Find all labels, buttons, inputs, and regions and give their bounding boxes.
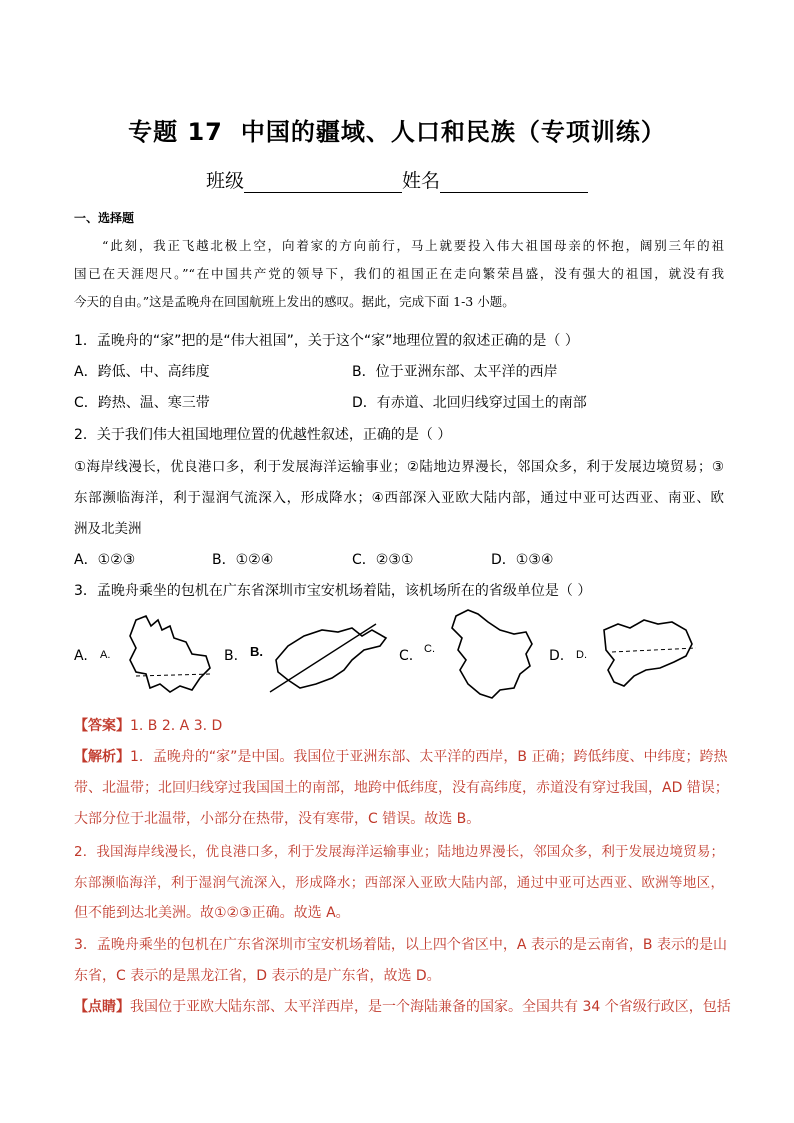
- answer-line: [74, 715, 222, 735]
- q2-option-d[interactable]: D．①③④: [491, 552, 554, 568]
- q2-option-b[interactable]: B．①②④: [212, 552, 274, 568]
- q2-option-a[interactable]: A．①②③: [74, 552, 136, 568]
- analysis-label: 【解析】: [74, 749, 130, 765]
- analysis-line: 但不能到达北美洲。故①②③正确。故选 A。: [74, 905, 350, 921]
- page-title: [0, 112, 794, 147]
- q2-option-c[interactable]: C．②③①: [352, 552, 414, 568]
- name-blank[interactable]: [440, 172, 588, 193]
- q2-statement-line: 东部濒临海洋，利于湿润气流深入，形成降水；④西部深入亚欧大陆内部，通过中亚可达西亚、南亚、欧: [74, 490, 724, 506]
- q3-option-b[interactable]: B.: [224, 648, 239, 664]
- passage-line: “此刻，我正飞越北极上空，向着家的方向前行，马上就要投入伟大祖国母亲的怀抱，阔别三年的祖: [102, 238, 724, 253]
- answer-label: 【答案】: [74, 718, 130, 734]
- answer-text: 1. B 2. A 3. D: [130, 718, 223, 734]
- q3-option-c[interactable]: C.: [399, 648, 414, 664]
- tip-text: 我国位于亚欧大陆东部、太平洋西岸，是一个海陆兼备的国家。全国共有 34 个省级行政区，包括: [130, 999, 731, 1015]
- q2-statement-line: ①海岸线漫长，优良港口多，利于发展海洋运输事业；②陆地边界漫长，邻国众多，利于发展边境贸易；③: [74, 459, 724, 475]
- passage-line: 国已在天涯咫尺。”“在中国共产党的领导下，我们的祖国正在走向繁荣昌盛，没有强大的祖国，就没有我: [74, 266, 724, 281]
- q3-option-d[interactable]: D.: [549, 648, 565, 664]
- question-2-stem: 2．关于我们伟大祖国地理位置的优越性叙述，正确的是（ ）: [74, 427, 452, 443]
- reading-passage: [74, 232, 724, 316]
- q1-option-d[interactable]: D．有赤道、北回归线穿过国土的南部: [352, 395, 587, 411]
- title-topic-number: 专题 17: [128, 118, 223, 146]
- analysis-line-1: [74, 746, 728, 766]
- class-label: 班级: [205, 170, 244, 192]
- tip-label: 【点睛】: [74, 999, 130, 1015]
- q1-option-b[interactable]: B．位于亚洲东部、太平洋的西岸: [352, 364, 558, 380]
- q1-option-c[interactable]: C．跨热、温、寒三带: [74, 395, 210, 411]
- question-1-stem: 1．孟晚舟的“家”把的是“伟大祖国”，关于这个“家”地理位置的叙述正确的是（ ）: [74, 333, 579, 349]
- question-3-stem: 3．孟晚舟乘坐的包机在广东省深圳市宝安机场着陆，该机场所在的省级单位是（ ）: [74, 583, 592, 599]
- map-a-yunnan-outline[interactable]: [96, 608, 226, 700]
- class-name-line: [0, 166, 794, 193]
- map-b-label: B.: [250, 644, 263, 659]
- tip-line: [74, 996, 731, 1016]
- analysis-line: 2．我国海岸线漫长，优良港口多，利于发展海洋运输事业；陆地边界漫长，邻国众多，利于发展边境贸易；: [74, 844, 724, 860]
- analysis-line: 大部分位于北温带，小部分在热带，没有寒带，C 错误。故选 B。: [74, 811, 481, 827]
- analysis-line: 东部濒临海洋，利于湿润气流深入，形成降水；西部深入亚欧大陆内部，通过中亚可达西亚、欧洲等地区，: [74, 875, 724, 891]
- section-heading: 一、选择题: [74, 211, 135, 225]
- analysis-line: 3．孟晚舟乘坐的包机在广东省深圳市宝安机场着陆，以上四个省区中，A 表示的是云南省，B 表示的是山: [74, 937, 727, 953]
- class-blank[interactable]: [244, 172, 402, 193]
- map-b-shandong-outline[interactable]: [248, 610, 398, 700]
- map-a-label: A.: [100, 649, 111, 661]
- analysis-line: 东省，C 表示的是黑龙江省，D 表示的是广东省，故选 D。: [74, 968, 441, 984]
- analysis-line: 带、北温带；北回归线穿过我国国土的南部，地跨中低纬度，没有高纬度，赤道没有穿过我国，AD 错误；: [74, 780, 729, 796]
- map-c-label: C.: [424, 643, 435, 655]
- title-topic-name: 中国的疆域、人口和民族（专项训练）: [240, 118, 666, 146]
- map-d-label: D.: [576, 649, 587, 661]
- map-d-guangdong-outline[interactable]: [574, 610, 704, 700]
- passage-line: 今天的自由。”这是孟晚舟在回国航班上发出的感叹。据此，完成下面 1-3 小题。: [74, 294, 515, 309]
- name-label: 姓名: [402, 170, 441, 192]
- map-c-heilongjiang-outline[interactable]: [422, 604, 552, 704]
- q2-statement-line: 洲及北美洲: [74, 521, 142, 537]
- q3-option-a[interactable]: A.: [74, 648, 88, 664]
- analysis-text: 1．孟晚舟的“家”是中国。我国位于亚洲东部、太平洋的西岸，B 正确；跨低纬度、中纬度；跨热: [130, 749, 728, 765]
- q1-option-a[interactable]: A．跨低、中、高纬度: [74, 364, 210, 380]
